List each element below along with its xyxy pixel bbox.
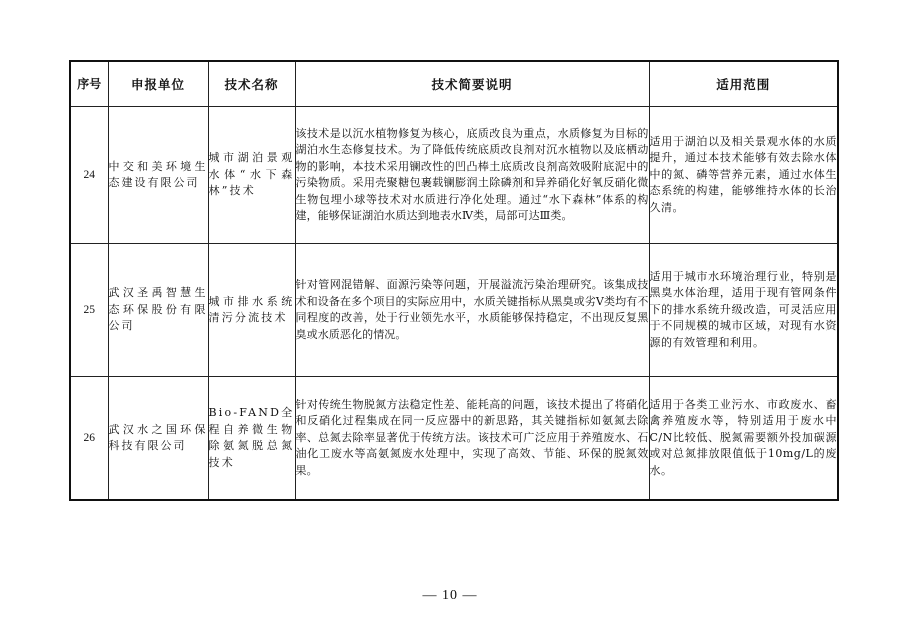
row-description: 针对管网混错解、面源污染等问题，开展溢流污染治理研究。该集成技术和设备在多个项目的实际应用中，水质关键指标从黑臭或劣Ⅴ类均有不同程度的改善，处于行业领先水平，水质能够保持稳定，不出现反复黑臭或水质恶化的情况。 (295, 244, 649, 377)
row-unit: 中交和美环境生态建设有限公司 (108, 107, 208, 244)
header-unit: 申报单位 (108, 61, 208, 107)
row-scope: 适用于城市水环境治理行业，特别是黑臭水体治理，适用于现有管网条件下的排水系统升级改造，可灵活应用于不同规模的城市区域，对现有水资源的有效管理和利用。 (649, 244, 838, 377)
row-index: 24 (70, 107, 108, 244)
page-number: — 10 — (422, 588, 478, 603)
table-row (70, 377, 838, 501)
row-index: 26 (70, 377, 108, 501)
row-unit: 武汉水之国环保科技有限公司 (108, 377, 208, 501)
header-name: 技术名称 (208, 61, 295, 107)
row-index: 25 (70, 244, 108, 377)
row-tech-name: Bio-FAND全程自养微生物除氨氮脱总氮技术 (208, 377, 295, 501)
row-scope: 适用于湖泊以及相关景观水体的水质提升，通过本技术能够有效去除水体中的氮、磷等营养元素，通过水体生态系统的构建，能够维持水体的长治久清。 (649, 107, 838, 244)
row-tech-name: 城市湖泊景观水体“水下森林”技术 (208, 107, 295, 244)
table-row (70, 107, 838, 244)
header-index: 序号 (70, 61, 108, 107)
table-header-row (70, 61, 838, 107)
row-description: 针对传统生物脱氮方法稳定性差、能耗高的问题，该技术提出了将硝化和反硝化过程集成在同一反应器中的新思路，其关键指标如氨氮去除率、总氮去除率显著优于传统方法。该技术可广泛应用于养殖废水、石油化工废水等高氨氮废水处理中，实现了高效、节能、环保的脱氮效果。 (295, 377, 649, 501)
header-description: 技术简要说明 (295, 61, 649, 107)
row-description: 该技术是以沉水植物修复为核心，底质改良为重点，水质修复为目标的湖泊水生态修复技术。为了降低传统底质改良剂对沉水植物以及底栖动物的影响，本技术采用镧改性的凹凸棒土底质改良剂高效吸附底泥中的污染物质。采用壳聚糖包裹载镧膨润土除磷剂和异养硝化好氧反硝化微生物包埋小球等技术对水质进行净化处理。通过“水下森林”体系的构建，能够保证湖泊水质达到地表水Ⅳ类，局部可达Ⅲ类。 (295, 107, 649, 244)
table-row (70, 244, 838, 377)
row-unit: 武汉圣禹智慧生态环保股份有限公司 (108, 244, 208, 377)
row-scope: 适用于各类工业污水、市政废水、畜禽养殖废水等，特别适用于废水中C/N比较低、脱氮需要额外投加碳源或对总氮排放限值低于10mg/L的废水。 (649, 377, 838, 501)
technology-table (69, 60, 839, 501)
header-scope: 适用范围 (649, 61, 838, 107)
row-tech-name: 城市排水系统清污分流技术 (208, 244, 295, 377)
